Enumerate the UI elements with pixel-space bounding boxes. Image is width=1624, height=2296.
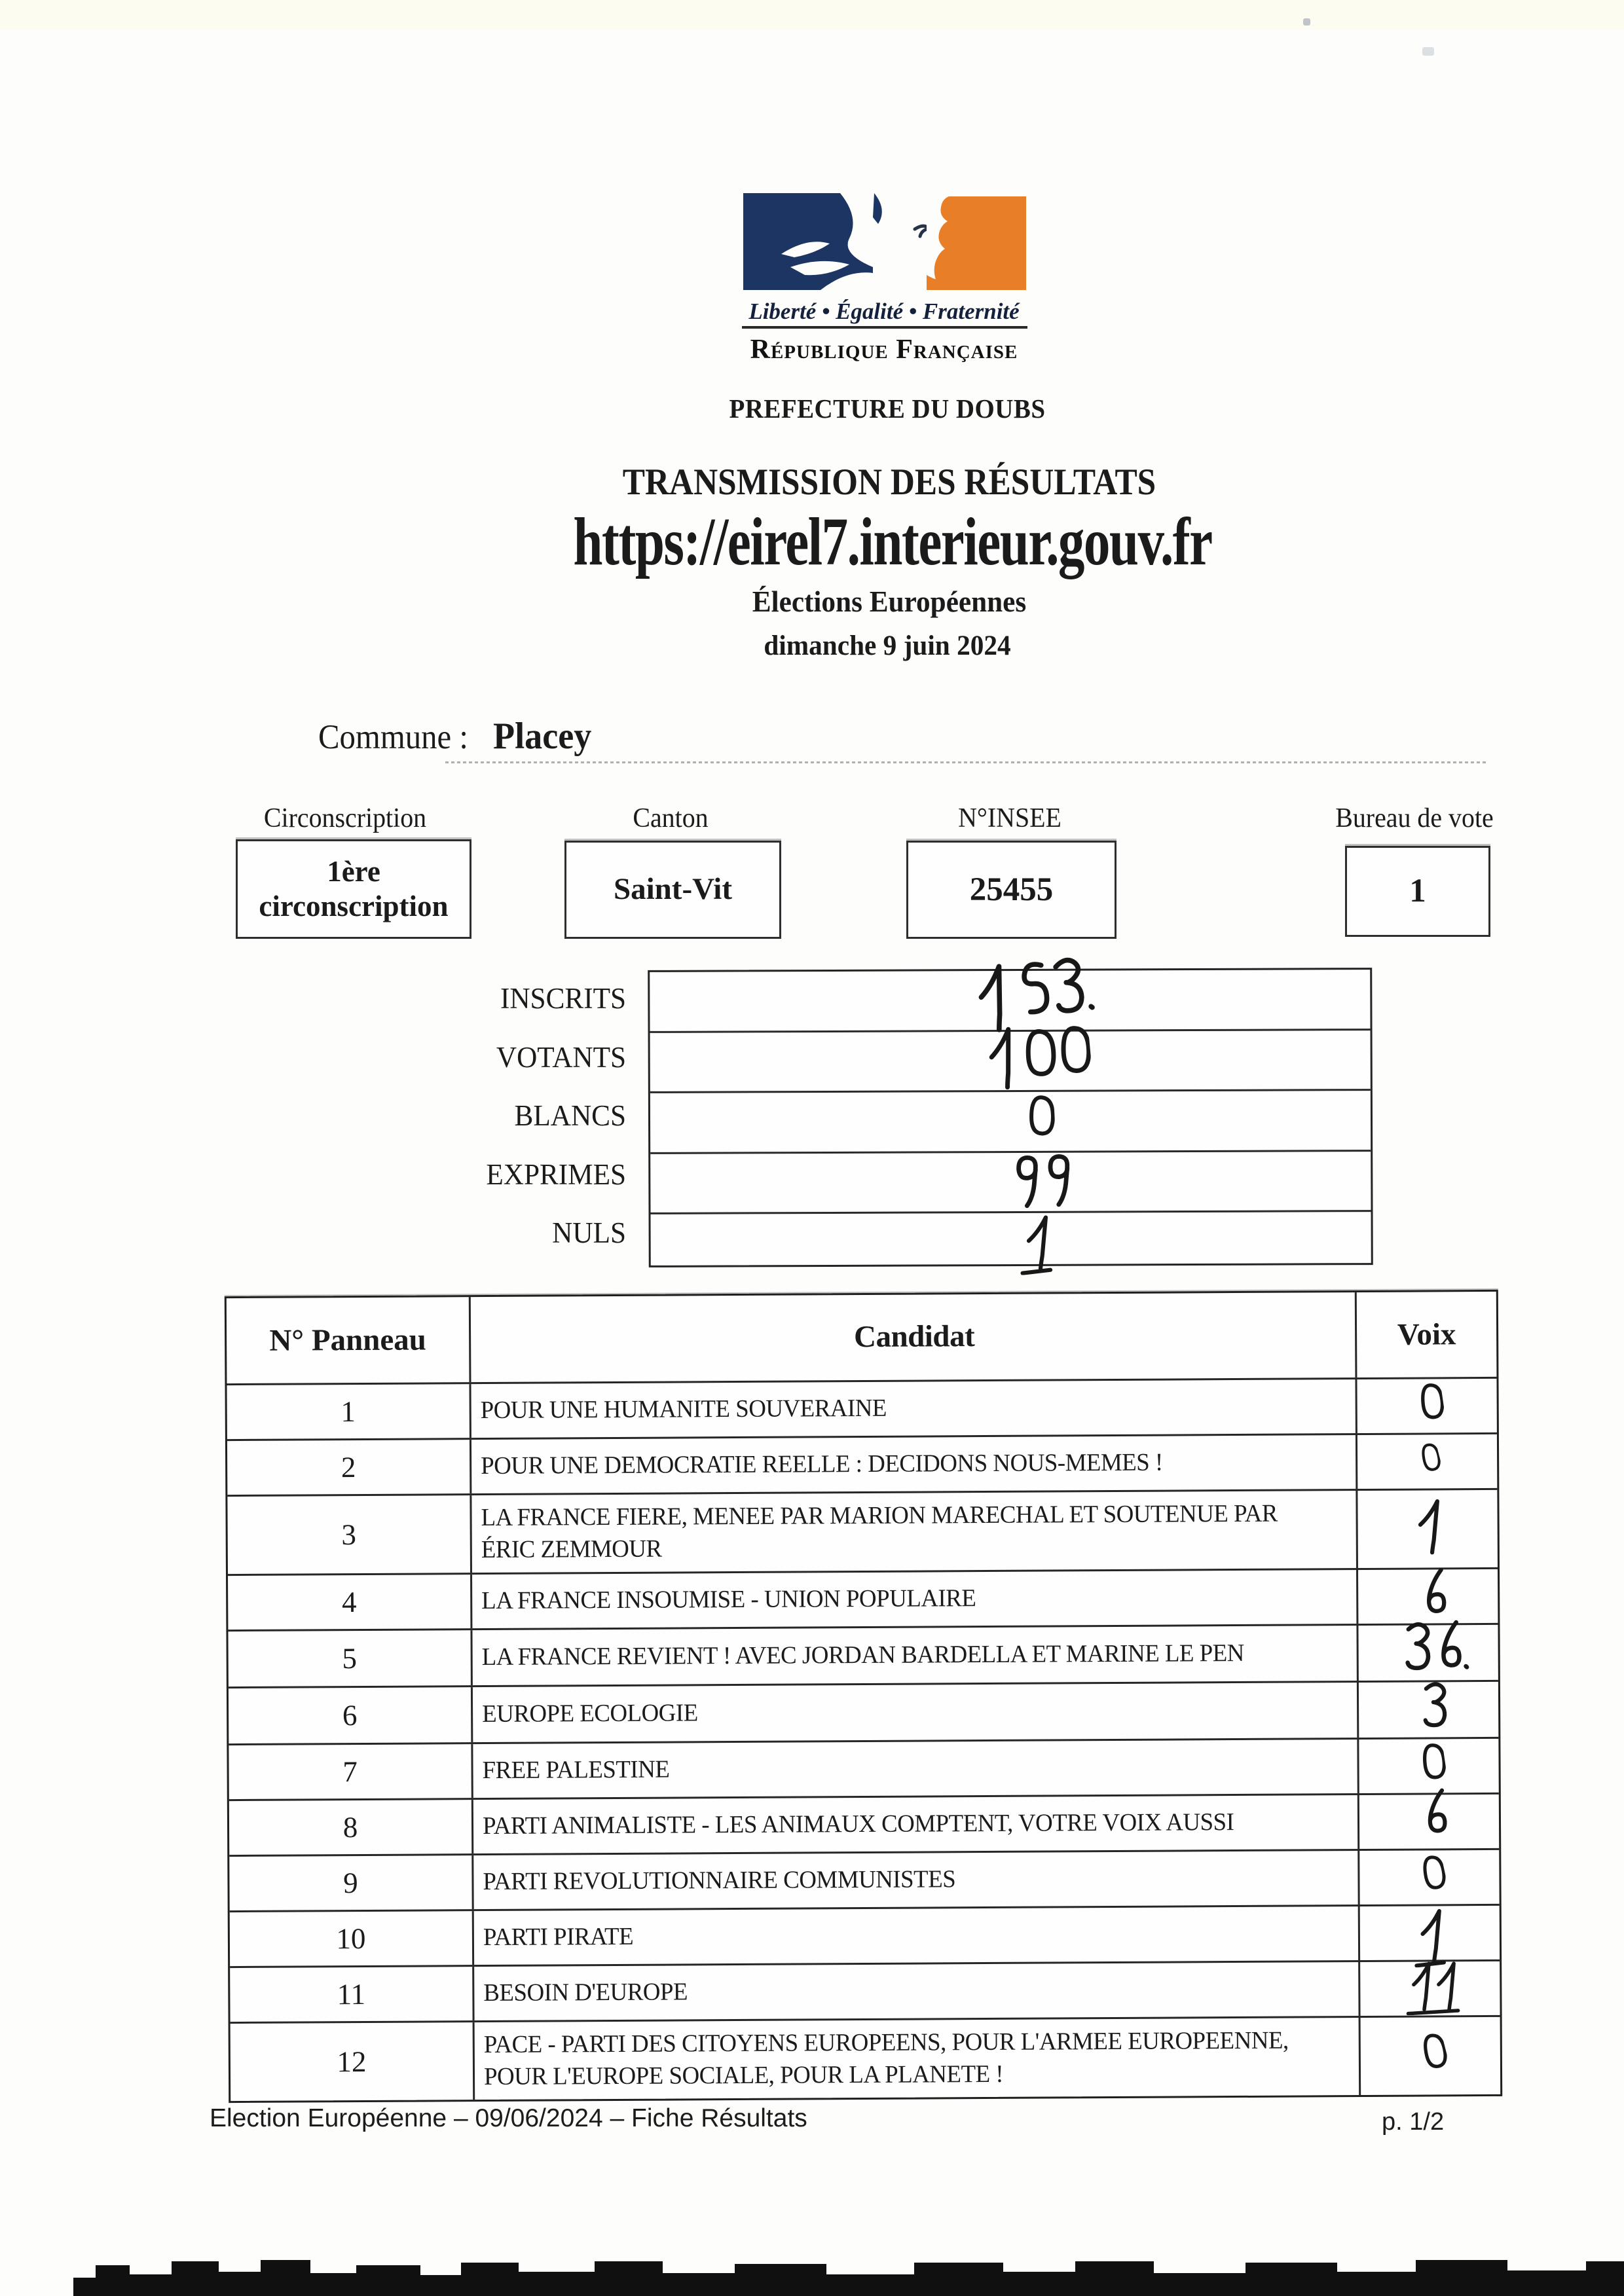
results-row: [229, 1680, 1498, 1743]
handwritten-value: [1409, 1436, 1445, 1487]
handwritten-value: [1408, 2025, 1453, 2086]
results-row: [229, 1793, 1499, 1855]
candidate-list-name: FREE PALESTINE: [482, 1755, 670, 1785]
commune-label: Commune :: [318, 718, 468, 756]
voix-cell: [1360, 1961, 1500, 2016]
results-header-row: [227, 1292, 1497, 1383]
results-row: [227, 1432, 1497, 1495]
totals-label-nuls: NULS: [552, 1216, 626, 1250]
scan-artifact-top-tint: [0, 0, 1624, 30]
candidate-list-name: POUR UNE DEMOCRATIE REELLE : DECIDONS NOUS-MEMES !: [481, 1448, 1163, 1480]
handwritten-value: [1018, 1212, 1054, 1278]
panneau-number: 6: [229, 1687, 473, 1743]
totals-row: [651, 1210, 1371, 1273]
candidate-list-name: LA FRANCE INSOUMISE - UNION POPULAIRE: [481, 1584, 976, 1615]
info-box-value-text: 25455: [969, 871, 1054, 908]
logo-motto: Liberté • Égalité • Fraternité: [748, 299, 1020, 324]
results-row: [229, 1848, 1499, 1910]
results-row: [228, 1623, 1498, 1686]
logo-face-wisp: [915, 226, 929, 236]
voix-cell: [1359, 1795, 1499, 1849]
panneau-number: 2: [227, 1440, 471, 1495]
candidate-list-name: BESOIN D'EUROPE: [483, 1978, 688, 2007]
commune-value: Placey: [492, 716, 592, 757]
election-title: Élections Européennes: [752, 585, 1027, 618]
logo-divider: [742, 326, 1027, 329]
candidate-list-name: LA FRANCE REVIENT ! AVEC JORDAN BARDELLA ET MARINE LE PEN: [481, 1639, 1244, 1671]
results-row: [230, 1904, 1500, 1966]
info-box-value-text: 1: [1409, 873, 1426, 910]
results-row: [229, 1737, 1498, 1799]
panneau-number: 10: [230, 1911, 474, 1966]
transmission-title: TRANSMISSION DES RÉSULTATS: [622, 462, 1156, 503]
handwritten-value: [1405, 1959, 1461, 2018]
column-header-panneau: N° Panneau: [227, 1297, 471, 1383]
results-row: [227, 1377, 1496, 1439]
commune-underline: [445, 761, 1488, 763]
candidate-list-name: PARTI ANIMALISTE - LES ANIMAUX COMPTENT, VOTRE VOIX AUSSI: [482, 1808, 1234, 1840]
results-row: [228, 1567, 1498, 1630]
footer-page-number: p. 1/2: [1382, 2108, 1445, 2136]
info-box-value-text: Saint-Vit: [613, 872, 733, 907]
info-box-value-n-insee: [906, 841, 1116, 939]
totals-label-blancs: BLANCS: [514, 1099, 626, 1133]
footer-title: Election Européenne – 09/06/2024 – Fiche Résultats: [210, 2104, 807, 2132]
commune-row: [318, 715, 597, 757]
candidate-list-name: POUR UNE HUMANITE SOUVERAINE: [480, 1394, 887, 1425]
voix-cell: [1357, 1379, 1496, 1433]
info-box-value-circonscription: [236, 839, 471, 939]
panneau-number: 8: [229, 1800, 473, 1855]
candidate-list-name: PARTI PIRATE: [483, 1923, 634, 1952]
handwritten-value: [1391, 1618, 1476, 1688]
totals-label-inscrits: INSCRITS: [500, 982, 626, 1015]
totals-row: [650, 1089, 1371, 1152]
totals-row: [650, 970, 1370, 1030]
panneau-number: 7: [229, 1744, 473, 1799]
voix-cell: [1359, 1850, 1499, 1904]
transmission-url: https://eirel7.interieur.gouv.fr: [573, 504, 1212, 579]
voix-cell: [1359, 1739, 1498, 1793]
prefecture-title: PREFECTURE DU DOUBS: [729, 393, 1046, 424]
handwritten-value: [1410, 1678, 1448, 1744]
panneau-number: 9: [229, 1855, 473, 1910]
info-box-label: N°INSEE: [958, 803, 1061, 833]
candidate-list-name: EUROPE ECOLOGIE: [482, 1699, 698, 1728]
column-header-candidat: Candidat: [853, 1319, 975, 1355]
handwritten-value: [1409, 1736, 1449, 1796]
totals-table: [648, 968, 1373, 1267]
handwritten-value: [1407, 1376, 1447, 1436]
results-row: [231, 2015, 1501, 2101]
logo-orange-block: [927, 196, 1026, 290]
voix-cell: [1358, 1569, 1498, 1624]
panneau-number: 3: [227, 1495, 472, 1574]
handwritten-value: [1016, 1087, 1056, 1153]
info-box-label: Circonscription: [263, 803, 427, 833]
voix-cell: [1358, 1625, 1498, 1681]
handwritten-value: [1410, 1496, 1445, 1562]
voix-cell: [1359, 1682, 1498, 1738]
candidate-list-name: PARTI REVOLUTIONNAIRE COMMUNISTES: [483, 1865, 956, 1896]
scan-artifact-bottom-bar: [0, 2245, 1624, 2296]
voix-cell: [1360, 1906, 1500, 1960]
totals-label-votants: VOTANTS: [496, 1040, 626, 1074]
voix-cell: [1357, 1434, 1497, 1489]
panneau-number: 12: [231, 2022, 475, 2101]
info-box-label: Canton: [633, 803, 709, 833]
panneau-number: 5: [228, 1630, 472, 1686]
results-row: [227, 1488, 1498, 1574]
republique-francaise-logo: [743, 190, 1026, 292]
info-box-value-bureau-de-vote: [1345, 846, 1490, 937]
info-box-value-text: 1ère circonscription: [259, 854, 449, 922]
handwritten-value: [1409, 1565, 1447, 1633]
column-header-voix: Voix: [1397, 1317, 1456, 1352]
totals-label-exprimes: EXPRIMES: [486, 1157, 626, 1191]
candidate-list-name: LA FRANCE FIERE, MENEE PAR MARION MARECHAL ET SOUTENUE PAR ÉRIC ZEMMOUR: [481, 1499, 1278, 1564]
panneau-number: 11: [230, 1967, 474, 2022]
info-box-label: Bureau de vote: [1335, 803, 1494, 833]
scan-artifact-speck: [1422, 47, 1434, 56]
handwritten-value: [1411, 1786, 1447, 1852]
results-table: [225, 1290, 1502, 2103]
results-row: [230, 1959, 1500, 2022]
voix-cell: [1357, 1490, 1498, 1568]
info-box-value-canton: [564, 841, 781, 939]
logo-title: République Française: [750, 335, 1018, 365]
panneau-number: 1: [227, 1384, 471, 1439]
voix-cell: [1361, 2017, 1501, 2095]
candidate-list-name: PACE - PARTI DES CITOYENS EUROPEENS, POUR L'ARMEE EUROPEENNE, POUR L'EUROPE SOCIALE, POUR LA PLANETE !: [483, 2026, 1289, 2091]
handwritten-value: [1409, 1848, 1450, 1907]
panneau-number: 4: [228, 1575, 472, 1630]
totals-row: [650, 1029, 1371, 1091]
totals-row: [650, 1150, 1371, 1212]
election-date: dimanche 9 juin 2024: [764, 630, 1011, 661]
scan-artifact-speck: [1303, 18, 1310, 26]
